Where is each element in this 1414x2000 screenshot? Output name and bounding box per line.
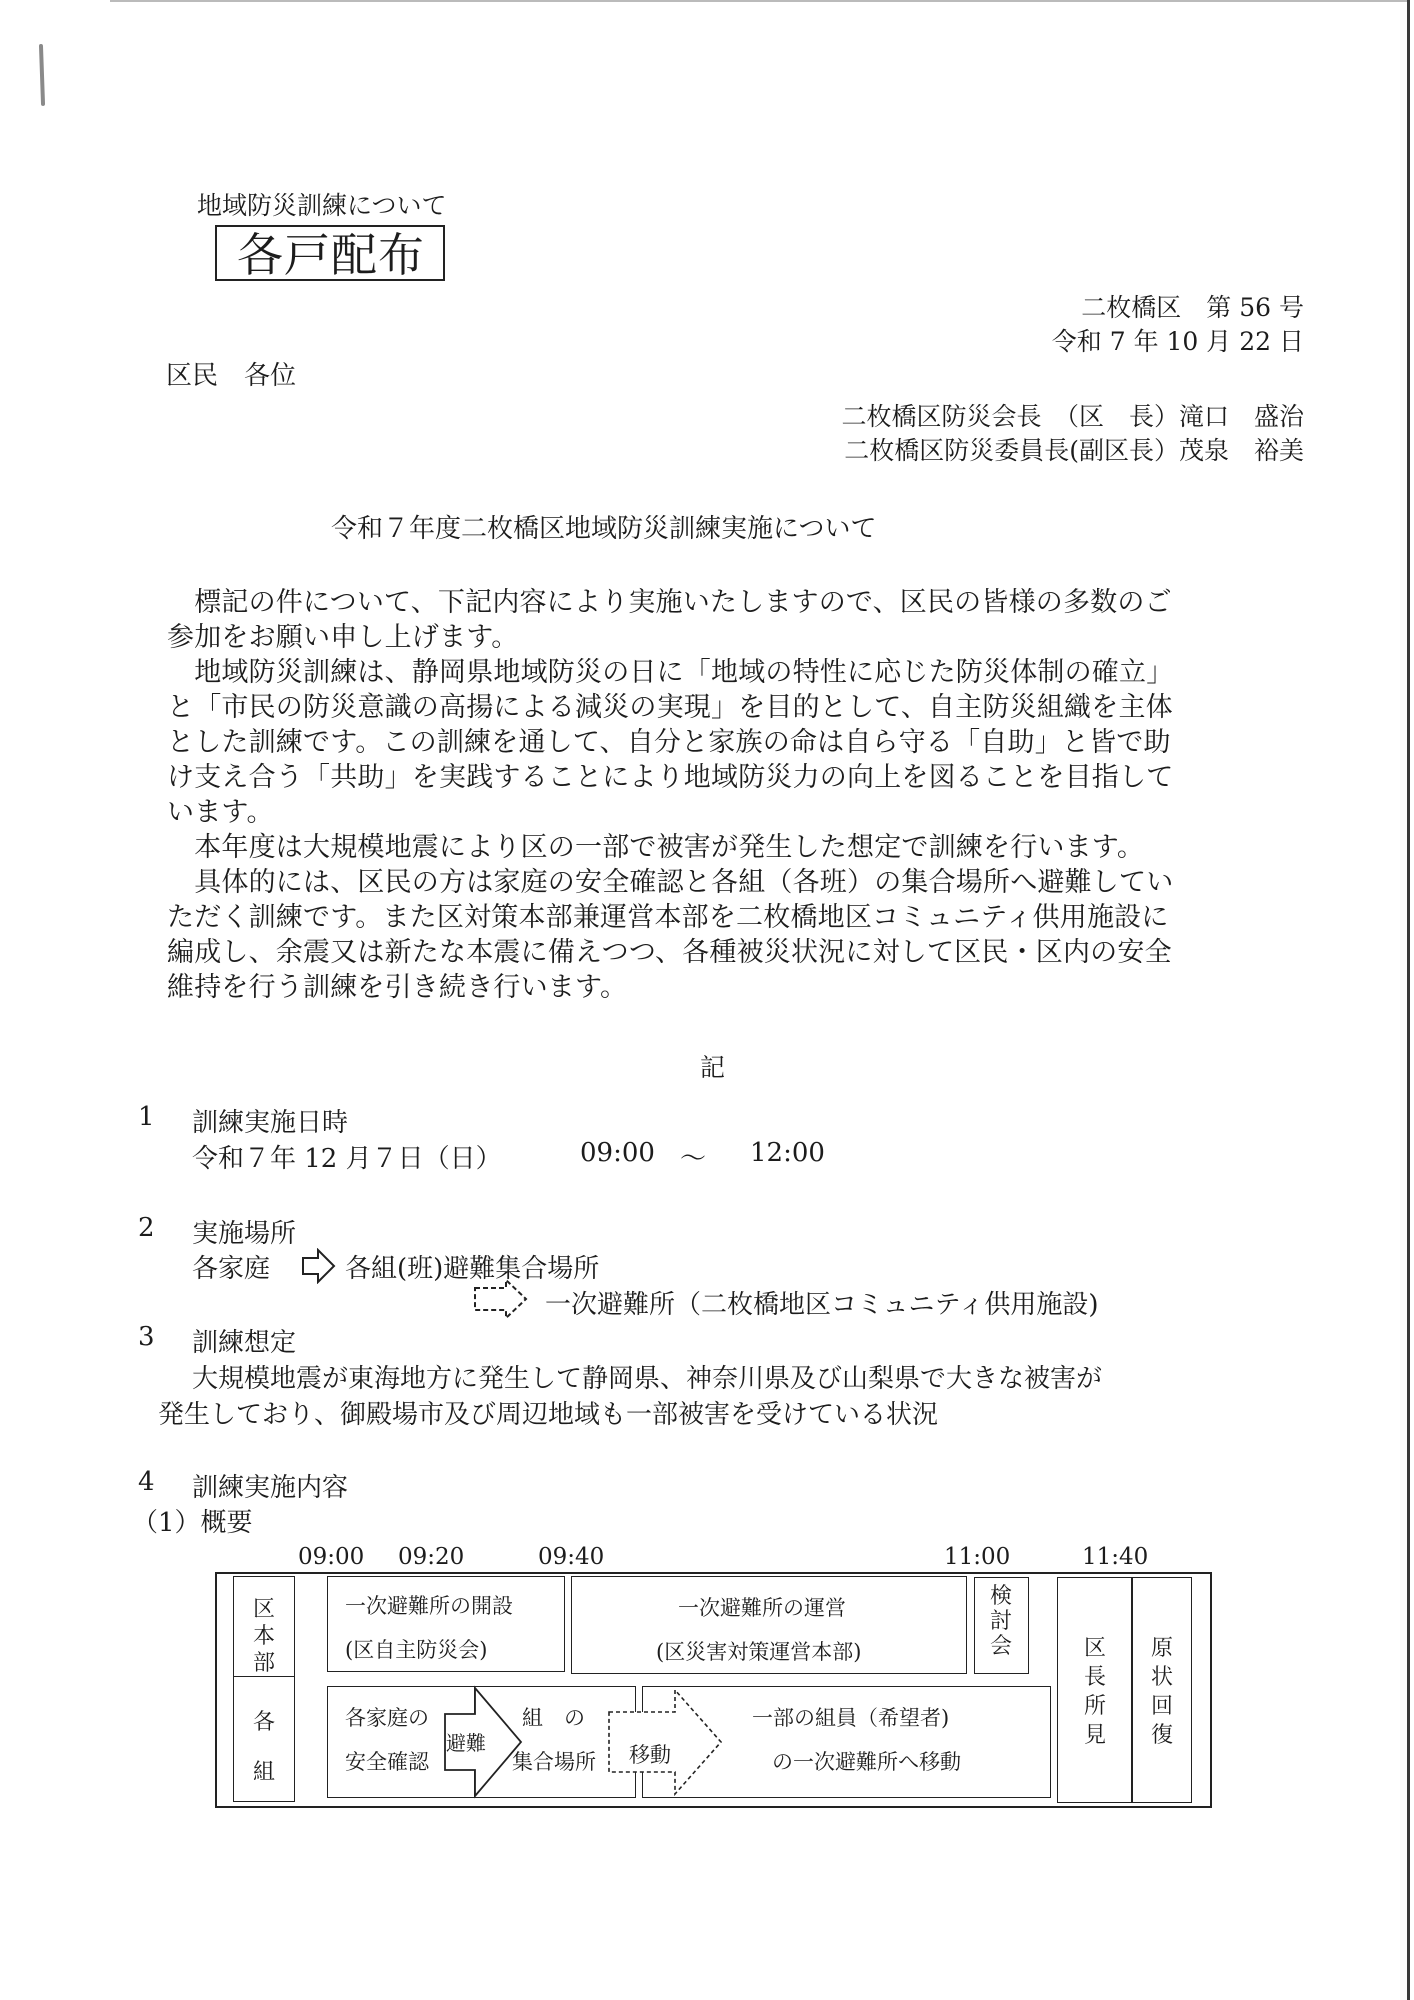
dashed-arrow-right-icon	[472, 1278, 530, 1320]
section-2-number: 2	[138, 1213, 155, 1243]
row-label-hq: 区本部	[252, 1597, 275, 1676]
hq-open-org: (区自主防災会)	[345, 1638, 488, 1662]
section-2-heading: 実施場所	[192, 1219, 297, 1249]
body-line: 維持を行う訓練を引き続き行います。	[167, 972, 628, 1003]
sender-vice: 二枚橋区防災委員長(副区長）茂泉 裕美	[844, 436, 1304, 465]
training-date: 令和７年 12 月７日（日）	[192, 1144, 502, 1174]
time-tick: 09:40	[538, 1544, 605, 1570]
hq-run-label: 一次避難所の運営	[678, 1596, 846, 1620]
location-shelter: 一次避難所（二枚橋地区コミュニティ供用施設)	[545, 1290, 1099, 1320]
distribution-stamp: 各戸配布	[215, 225, 445, 281]
home-check-label-1: 各家庭の	[345, 1706, 429, 1730]
addressee: 区民 各位	[166, 361, 297, 391]
body-line: 本年度は大規模地震により区の一部で被害が発生した想定で訓練を行います。	[167, 832, 1145, 863]
arrow-right-icon	[300, 1248, 338, 1284]
move-label: 移動	[629, 1743, 671, 1767]
section-1-heading: 訓練実施日時	[192, 1108, 349, 1138]
training-end-time: 12:00	[750, 1138, 825, 1168]
document-title: 令和７年度二枚橋区地域防災訓練実施について	[331, 514, 877, 544]
section-4-heading: 訓練実施内容	[192, 1473, 349, 1503]
section-4-number: 4	[138, 1467, 155, 1497]
time-tick: 11:40	[1082, 1544, 1149, 1570]
evacuate-label: 避難	[446, 1731, 486, 1755]
hq-open-label: 一次避難所の開設	[345, 1594, 513, 1618]
review-label: 検討会	[989, 1584, 1012, 1659]
scenario-line-1: 大規模地震が東海地方に発生して静岡県、神奈川県及び山梨県で大きな被害が	[192, 1364, 1103, 1394]
subject-line: 地域防災訓練について	[197, 191, 447, 220]
section-4-sub: （1）概要	[132, 1508, 253, 1538]
body-line: 編成し、余震又は新たな本震に備えつつ、各種被災状況に対して区民・区内の安全	[167, 937, 1172, 968]
scan-right-edge	[1407, 0, 1410, 2000]
body-line: け支え合う「共助」を実践することにより地域防災力の向上を図ることを目指して	[167, 762, 1174, 793]
row-label-groups: 各組	[252, 1710, 275, 1785]
body-line: 具体的には、区民の方は家庭の安全確認と各組（各班）の集合場所へ避難してい	[167, 867, 1174, 898]
location-home: 各家庭	[192, 1254, 271, 1284]
training-start-time: 09:00	[580, 1138, 655, 1168]
location-assembly: 各組(班)避難集合場所	[345, 1254, 600, 1284]
scan-top-edge	[110, 0, 1410, 2]
body-line: 地域防災訓練は、静岡県地域防災の日に「地域の特性に応じた防災体制の確立」	[167, 657, 1174, 688]
time-tilde: ～	[680, 1144, 707, 1174]
section-3-heading: 訓練想定	[192, 1328, 297, 1358]
home-check-label-2: 安全確認	[345, 1750, 429, 1774]
assembly-label-2: 集合場所	[512, 1750, 596, 1774]
scenario-line-2: 発生しており、御殿場市及び周辺地域も一部被害を受けている状況	[158, 1400, 939, 1430]
sender-chief: 二枚橋区防災会長 （区 長）滝口 盛治	[841, 402, 1304, 431]
body-line: 参加をお願い申し上げます。	[167, 622, 519, 653]
members-label-1: 一部の組員（希望者)	[752, 1706, 950, 1730]
members-label-2: の一次避難所へ移動	[772, 1750, 961, 1774]
body-line: 標記の件について、下記内容により実施いたしますので、区民の皆様の多数のご	[167, 587, 1172, 618]
time-tick: 11:00	[944, 1544, 1011, 1570]
time-tick: 09:20	[398, 1544, 465, 1570]
chief-remarks-label: 区長所見	[1083, 1636, 1106, 1748]
section-1-number: 1	[138, 1102, 155, 1132]
body-line: ただく訓練です。また区対策本部兼運営本部を二枚橋地区コミュニティ供用施設に	[167, 902, 1169, 933]
hq-run-org: (区災害対策運営本部)	[656, 1640, 862, 1664]
section-3-number: 3	[138, 1322, 155, 1352]
ki-heading: 記	[700, 1053, 726, 1082]
assembly-label-1: 組 の	[522, 1706, 585, 1730]
time-tick: 09:00	[298, 1544, 365, 1570]
restore-label: 原状回復	[1150, 1636, 1173, 1748]
body-line: とした訓練です。この訓練を通して、自分と家族の命は自ら守る「自助」と皆で助	[167, 727, 1171, 758]
body-line: と「市民の防災意識の高揚による減災の実現」を目的として、自主防災組織を主体	[167, 692, 1173, 723]
scan-mark	[39, 44, 45, 106]
body-line: います。	[167, 797, 274, 828]
document-date: 令和 7 年 10 月 22 日	[1051, 327, 1304, 356]
document-number: 二枚橋区 第 56 号	[1081, 293, 1304, 322]
